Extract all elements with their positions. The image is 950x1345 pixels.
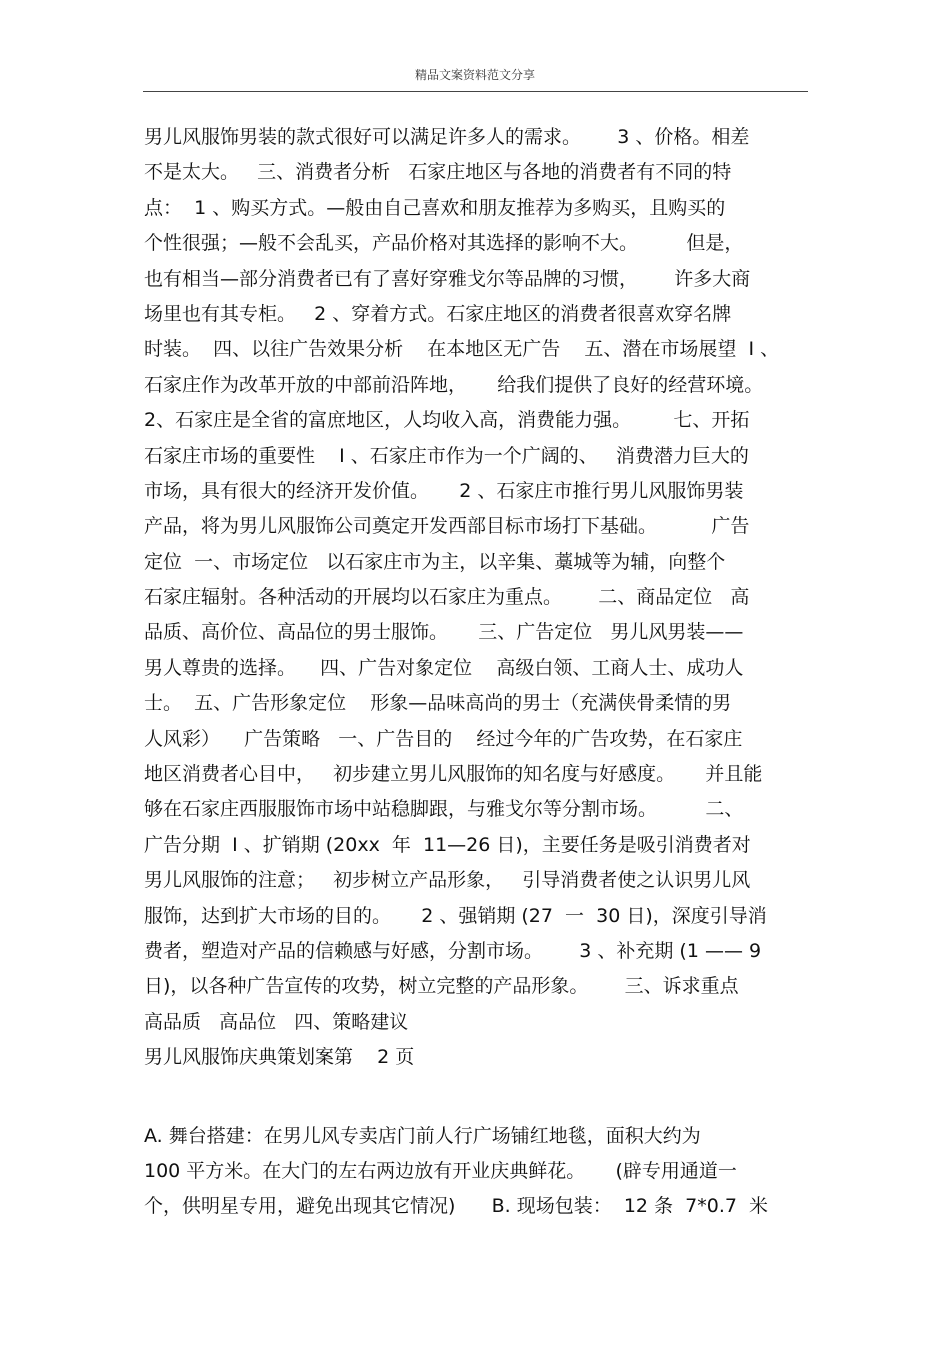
text-line: A. 舞台搭建：在男儿风专卖店门前人行广场铺红地毯，面积大约为 <box>144 1124 701 1147</box>
page-header: 精品文案资料范文分享 <box>414 68 535 82</box>
text-line: 不是太大。 三、消费者分析 石家庄地区与各地的消费者有不同的特 <box>144 161 732 184</box>
text-line: 男儿风服饰男装的款式很好可以满足许多人的需求。 3 、价格。相差 <box>144 126 750 148</box>
text-line: 100 平方米。在大门的左右两边放有开业庆典鲜花。 (辟专用通道一 <box>144 1159 737 1182</box>
paragraph-gap <box>144 1076 814 1119</box>
text-line: 日)，以各种广告宣传的攻势，树立完整的产品形象。 三、诉求重点 <box>144 975 739 998</box>
text-line: 服饰，达到扩大市场的目的。 2 、强销期 (27 一 30 日)，深度引导消 <box>144 904 767 927</box>
page-footer-label: 男儿风服饰庆典策划案第 2 页 <box>144 1046 415 1069</box>
text-line: 定位 一、市场定位 以石家庄市为主，以辛集、藁城等为辅，向整个 <box>144 550 726 573</box>
text-line: 场里也有其专柜。 2 、穿着方式。石家庄地区的消费者很喜欢穿名牌 <box>144 302 732 325</box>
text-line: 男人尊贵的选择。 四、广告对象定位 高级白领、工商人士、成功人 <box>144 656 744 679</box>
text-line: 个性很强；—般不会乱买，产品价格对其选择的影响不大。 但是， <box>144 232 744 255</box>
text-line: 广告分期 I 、扩销期 (20xx 年 11—26 日)，主要任务是吸引消费者对 <box>144 833 751 856</box>
text-line: 高品质 高品位 四、策略建议 <box>144 1010 409 1033</box>
document-body <box>144 120 814 1225</box>
text-line: 也有相当—部分消费者已有了喜好穿雅戈尔等品牌的习惯， 许多大商 <box>144 267 751 290</box>
text-line: 士。 五、广告形象定位 形象—品味高尚的男士（充满侠骨柔情的男 <box>144 692 732 715</box>
text-line: 石家庄市场的重要性 I 、石家庄市作为一个广阔的、 消费潜力巨大的 <box>144 444 749 467</box>
text-line: 产品，将为男儿风服饰公司奠定开发西部目标市场打下基础。 广告 <box>144 515 750 538</box>
text-line: 石家庄辐射。各种活动的开展均以石家庄为重点。 二、商品定位 高 <box>144 586 750 609</box>
text-line: 人风彩） 广告策略 一、广告目的 经过今年的广告攻势，在石家庄 <box>144 727 743 750</box>
text-line: 2、石家庄是全省的富庶地区，人均收入高，消费能力强。 七、开拓 <box>144 409 750 432</box>
text-line: 地区消费者心目中， 初步建立男儿风服饰的知名度与好感度。 并且能 <box>144 763 763 786</box>
text-line: 点： 1 、购买方式。—般由自己喜欢和朋友推荐为多购买，且购买的 <box>144 196 726 219</box>
text-line: 石家庄作为改革开放的中部前沿阵地， 给我们提供了良好的经营环境。 <box>144 373 764 396</box>
text-line: 男儿风服饰的注意； 初步树立产品形象， 引导消费者使之认识男儿风 <box>144 869 751 892</box>
text-line: 够在石家庄西服服饰市场中站稳脚跟，与雅戈尔等分割市场。 二、 <box>144 798 744 821</box>
text-line: 个，供明星专用，避免出现其它情况) B. 现场包装： 12 条 7*0.7 米 <box>144 1195 769 1218</box>
text-line: 时装。 四、以往广告效果分析 在本地区无广告 五、潜在市场展望 I 、 <box>144 338 780 361</box>
text-line: 品质、高价位、高品位的男士服饰。 三、广告定位 男儿风男装—— <box>144 621 744 644</box>
text-line: 市场，具有很大的经济开发价值。 2 、石家庄市推行男儿风服饰男装 <box>144 479 744 502</box>
header-divider <box>143 91 808 92</box>
text-line: 费者，塑造对产品的信赖感与好感，分割市场。 3 、补充期 (1 —— 9 <box>144 939 762 962</box>
